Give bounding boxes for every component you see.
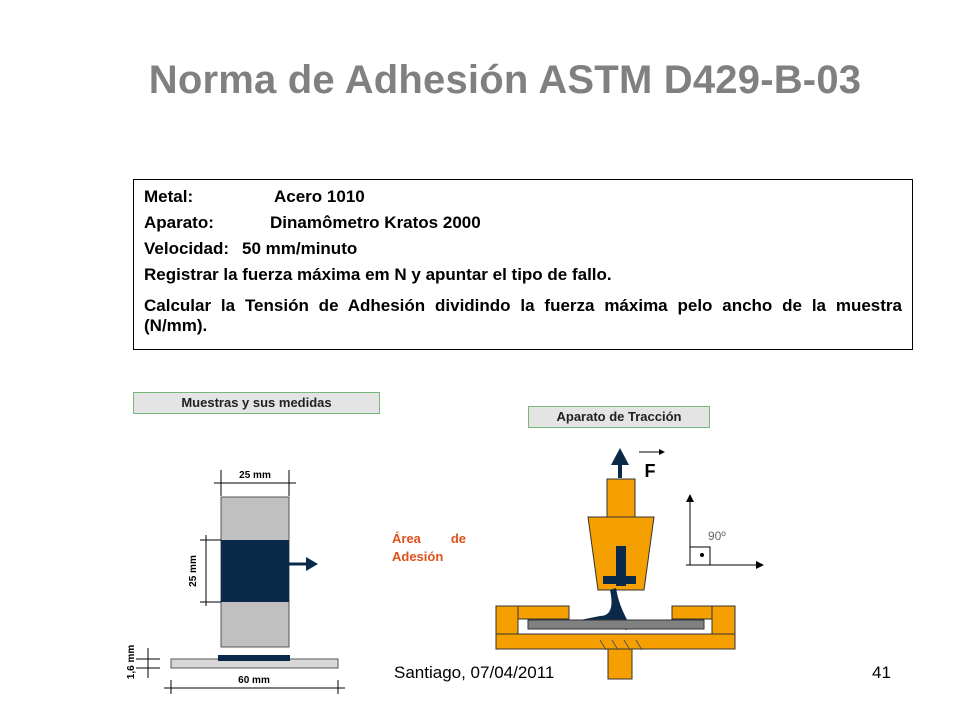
footer-date: Santiago, 07/04/2011: [394, 663, 555, 682]
upper-shaft: [607, 479, 635, 517]
clamp-foot: [603, 576, 636, 584]
adhesion-area: [221, 540, 289, 602]
dim-width-top: 25 mm: [239, 470, 271, 481]
right-angle-box: [690, 547, 710, 565]
metal-plate: [528, 620, 704, 629]
velocidad-value: 50 mm/minuto: [242, 239, 358, 258]
angle-vertical-head: [686, 494, 694, 502]
velocidad-label: Velocidad:: [144, 239, 230, 258]
specimen-diagram: [126, 470, 345, 694]
vector-bar-head: [659, 449, 665, 455]
metal-label: Metal:: [144, 187, 194, 206]
dim-width-bottom: 60 mm: [238, 675, 270, 686]
dim-thickness: 1,6 mm: [126, 644, 137, 680]
force-arrow-head: [611, 448, 629, 465]
calcular-line: Calcular la Tensión de Adhesión dividindo la fuerza máxima pelo ancho de la muestra (N/mm).: [144, 296, 902, 335]
registrar-line: Registrar la fuerza máxima em N y apuntar el tipo de fallo.: [144, 265, 612, 284]
angle-label: 90º: [708, 529, 726, 543]
aparato-value: Dinamômetro Kratos 2000: [270, 213, 481, 232]
tensile-apparatus: [496, 448, 764, 679]
rubber-layer: [218, 655, 290, 661]
dim-height-side: 25 mm: [188, 555, 199, 587]
slide-title: Norma de Adhesión ASTM D429-B-03: [148, 58, 862, 102]
pull-arrow-head: [306, 557, 318, 571]
muestras-tag: Muestras y sus medidas: [133, 392, 380, 414]
metal-value: Acero 1010: [274, 187, 365, 206]
area-adhesion-label: Área de Adesión: [392, 531, 466, 564]
page-number: 41: [872, 663, 891, 682]
angle-horizontal-head: [756, 561, 764, 569]
force-label: F: [644, 461, 656, 481]
aparato-label: Aparato:: [144, 213, 214, 232]
right-angle-dot: [700, 553, 704, 557]
lower-shaft: [608, 649, 632, 679]
aparato-tag: Aparato de Tracción: [528, 406, 710, 428]
